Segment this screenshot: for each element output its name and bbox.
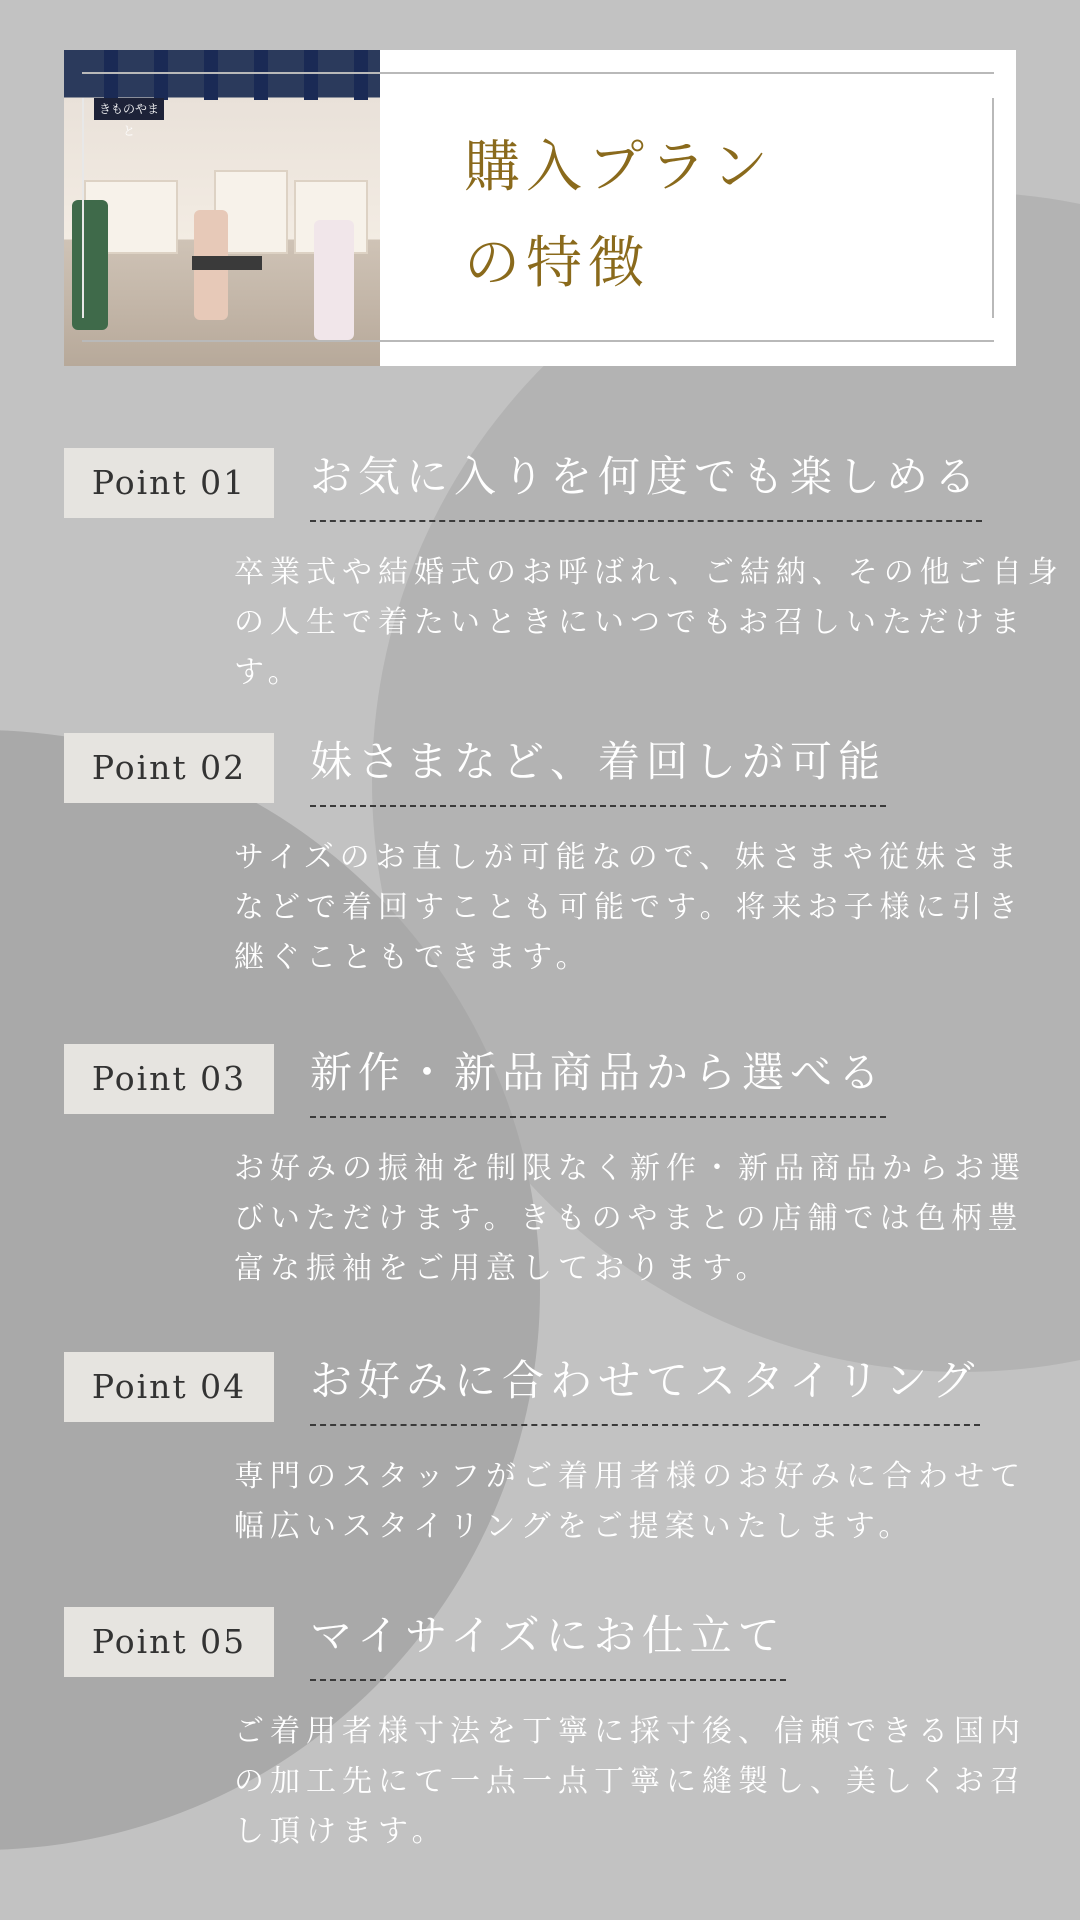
point-title: 妹さまなど、着回しが可能 xyxy=(310,729,886,807)
point-description: サイズのお直しが可能なので、妹さまや従妹さまなどで着回すことも可能です。将来お子様に引き継ぐこともできます。 xyxy=(234,840,1024,975)
point-title: お気に入りを何度でも楽しめる xyxy=(310,444,982,522)
point-badge: Point 02 xyxy=(64,733,274,803)
point-title: お好みに合わせてスタイリング xyxy=(310,1348,980,1426)
point-badge: Point 05 xyxy=(64,1607,274,1677)
frame-line-right xyxy=(992,98,994,318)
store-sign: きものやまと xyxy=(94,98,164,120)
page-title-line1: 購入プラン xyxy=(464,135,774,200)
point-badge: Point 03 xyxy=(64,1044,274,1114)
point-description: ご着用者様寸法を丁寧に採寸後、信頼できる国内の加工先にて一点一点丁寧に縫製し、美しくお召し頂けます。 xyxy=(234,1714,1026,1849)
point-description: 卒業式や結婚式のお呼ばれ、ご結納、その他ご自身の人生で着たいときにいつでもお召しいただけます。 xyxy=(234,555,1064,690)
frame-line-bottom xyxy=(82,340,994,342)
point-title: マイサイズにお仕立て xyxy=(310,1603,786,1681)
point-description: 専門のスタッフがご着用者様のお好みに合わせて幅広いスタイリングをご提案いたします。 xyxy=(234,1459,1026,1544)
point-title: 新作・新品商品から選べる xyxy=(310,1040,886,1118)
point-description: お好みの振袖を制限なく新作・新品商品からお選びいただけます。きものやまとの店舗では色柄豊富な振袖をご用意しております。 xyxy=(234,1151,1026,1286)
page-title-line2: の特徴 xyxy=(464,231,650,296)
store-photo xyxy=(64,50,380,366)
frame-line-top xyxy=(82,72,994,74)
point-badge: Point 01 xyxy=(64,448,274,518)
frame-line-left xyxy=(82,98,84,318)
page-title xyxy=(464,120,964,312)
header-card xyxy=(64,50,1016,366)
point-badge: Point 04 xyxy=(64,1352,274,1422)
